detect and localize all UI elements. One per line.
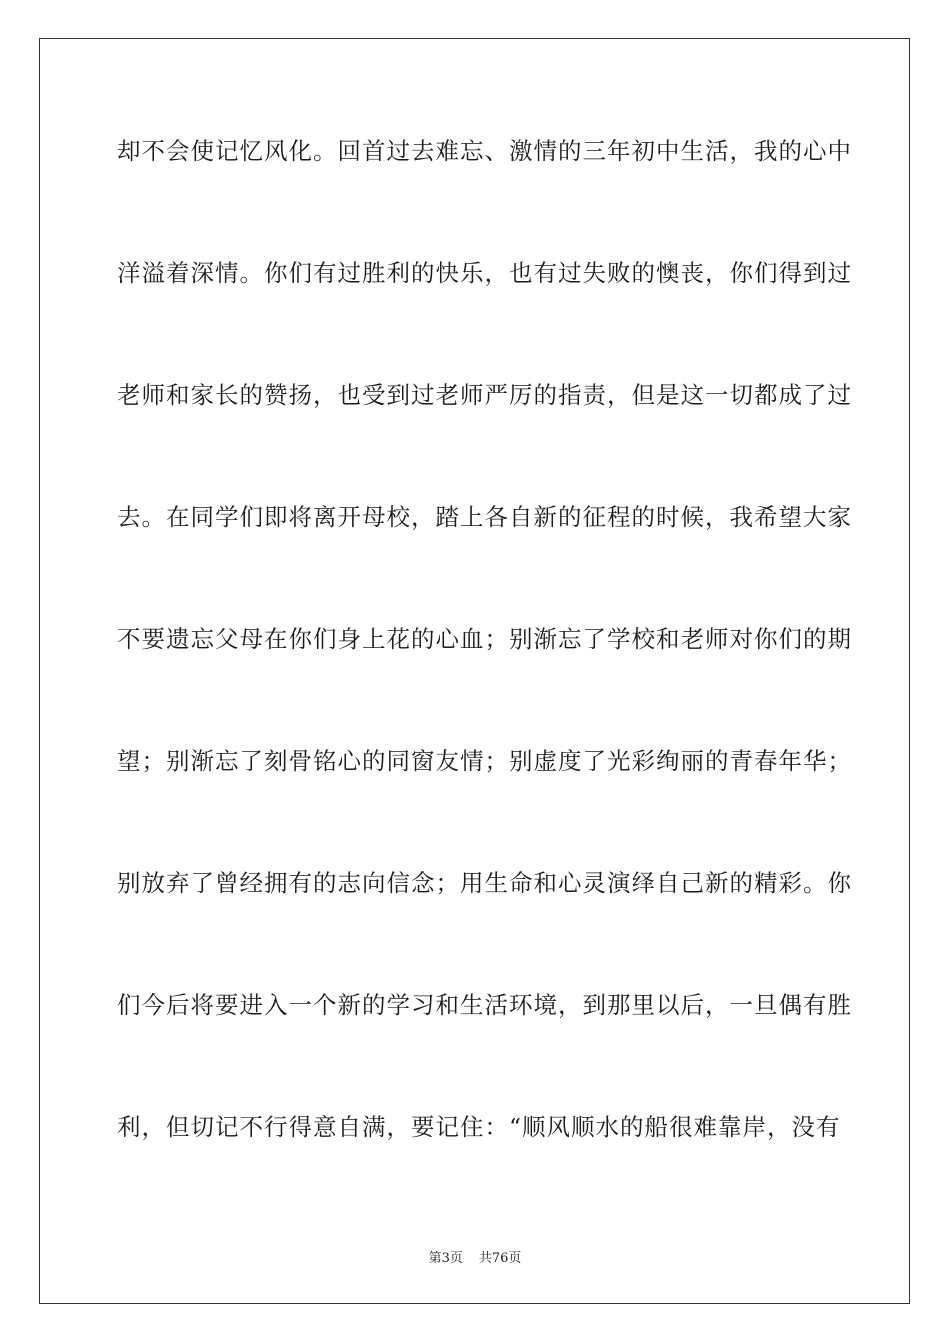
text-line: 利，但切记不行得意自满，要记住：“顺风顺水的船很难靠岸，没有 <box>117 1113 841 1141</box>
text-line: 洋溢着深情。你们有过胜利的快乐，也有过失败的懊丧，你们得到过 <box>117 259 852 287</box>
text-line: 不要遗忘父母在你们身上花的心血；别渐忘了学校和老师对你们的期 <box>117 625 852 653</box>
text-line: 却不会使记忆风化。回首过去难忘、激情的三年初中生活，我的心中 <box>117 137 852 165</box>
text-line: 老师和家长的赞扬，也受到过老师严厉的指责，但是这一切都成了过 <box>117 381 852 409</box>
page-footer <box>0 1247 950 1266</box>
page-number: 第3页 <box>428 1251 463 1266</box>
text-line: 们今后将要进入一个新的学习和生活环境，到那里以后，一旦偶有胜 <box>117 991 852 1019</box>
text-line: 别放弃了曾经拥有的志向信念；用生命和心灵演绎自己新的精彩。你 <box>117 869 852 897</box>
page-total: 共76页 <box>478 1251 522 1266</box>
text-line: 去。在同学们即将离开母校，踏上各自新的征程的时候，我希望大家 <box>117 503 852 531</box>
text-line: 望；别渐忘了刻骨铭心的同窗友情；别虚度了光彩绚丽的青春年华； <box>117 747 852 775</box>
document-body <box>117 128 852 1226</box>
